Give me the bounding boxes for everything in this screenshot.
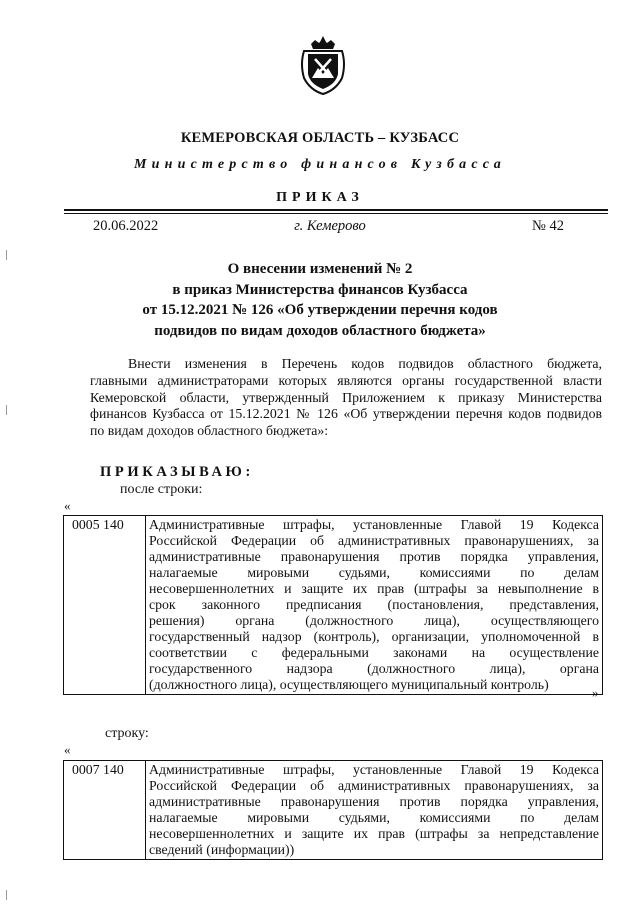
description-line: Российской Федерации об административных правонарушениях, за <box>149 778 599 793</box>
code-table-2 <box>63 760 603 860</box>
description-line: налагаемые мировыми судьями, комиссиями по делам <box>149 565 599 580</box>
table-row <box>64 761 603 860</box>
scan-margin-mark <box>6 250 7 260</box>
order-date: 20.06.2022 <box>93 218 159 234</box>
intro-line: финансов Кузбасса от 15.12.2021 № 126 «Об утверждении перечня кодов подвидов <box>90 406 602 422</box>
intro-line: главными администраторами которых являются органы государственной власти <box>90 372 602 388</box>
ministry-name: Министерство финансов Кузбасса <box>133 157 506 172</box>
order-city: г. Кемерово <box>294 218 366 234</box>
description-cell <box>146 516 603 695</box>
description-line: (должностного лица), осуществляющего муниципальный контроль) <box>149 677 549 692</box>
order-title <box>0 259 640 341</box>
description-line: Российской Федерации об административных правонарушениях, за <box>149 533 599 548</box>
coat-of-arms-icon <box>298 34 348 96</box>
description-line: срок законного предписания (постановления, представления, <box>149 597 599 612</box>
title-line: подвидов по видам доходов областного бюджета» <box>154 322 486 339</box>
title-line: в приказ Министерства финансов Кузбасса <box>172 281 468 298</box>
table-row <box>64 516 603 695</box>
intro-paragraph <box>90 356 602 440</box>
open-quote: « <box>64 742 71 757</box>
code-table-1 <box>63 515 603 695</box>
description-line: сведений (информации)) <box>149 842 295 857</box>
description-line: Административные штрафы, установленные Главой 19 Кодекса <box>149 517 599 532</box>
title-line: О внесении изменений № 2 <box>227 261 413 277</box>
line-label: строку: <box>105 726 149 741</box>
scan-margin-mark <box>6 405 7 415</box>
code-cell: 0007 140 <box>64 761 146 860</box>
order-number: № 42 <box>532 218 564 234</box>
code-cell: 0005 140 <box>64 516 146 695</box>
description-line: налагаемые мировыми судьями, комиссиями по делам <box>149 810 599 825</box>
intro-line: Кемеровской области, утвержденный Приложением к приказу Министерства <box>90 389 602 405</box>
document-type: ПРИКАЗ <box>276 190 364 205</box>
description-line: несовершеннолетних и защите их прав (штрафы за непредставление <box>149 826 599 841</box>
description-line: административные правонарушения против порядка управления, <box>149 549 599 564</box>
header-rule <box>64 209 608 211</box>
header-rule-thin <box>64 213 608 214</box>
description-line: государственного надзора (должностного лица), органа <box>149 661 599 676</box>
open-quote: « <box>64 498 71 513</box>
scan-margin-mark <box>6 890 7 900</box>
title-line: от 15.12.2021 № 126 «Об утверждении перечня кодов <box>142 302 498 318</box>
close-quote: » <box>592 685 599 700</box>
description-line: государственный надзор (контроль), организации, уполномоченной в <box>149 629 599 644</box>
region-heading: КЕМЕРОВСКАЯ ОБЛАСТЬ – КУЗБАСС <box>180 130 460 146</box>
intro-line: Внести изменения в Перечень кодов подвидов областного бюджета, <box>128 356 602 371</box>
description-line: Административные штрафы, установленные Главой 19 Кодекса <box>149 762 599 777</box>
intro-line: по видам доходов областного бюджета»: <box>90 423 329 439</box>
description-line: несовершеннолетних и защите их прав (штрафы за невыполнение в <box>149 581 599 596</box>
after-line-label: после строки: <box>120 482 203 497</box>
description-cell <box>146 761 603 860</box>
description-line: соответствии с федеральными законами на осуществление <box>149 645 599 660</box>
description-line: решения) органа (должностного лица), осуществляющего <box>149 613 599 628</box>
order-heading: ПРИКАЗЫВАЮ: <box>100 464 254 480</box>
description-line: административные правонарушения против порядка управления, <box>149 794 599 809</box>
